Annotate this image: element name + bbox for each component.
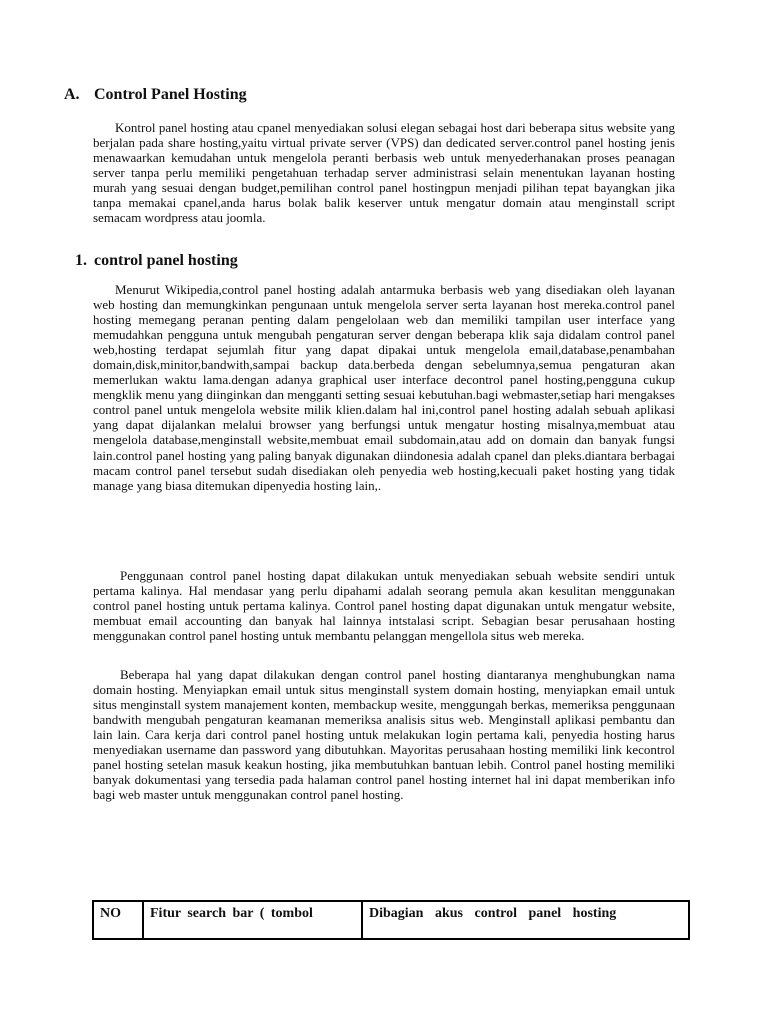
section-heading — [64, 86, 247, 104]
subsection-number: 1. — [75, 252, 87, 269]
table-header-cell-description: Dibagian akus control panel hosting — [362, 901, 689, 939]
table-header-row — [93, 901, 689, 939]
body-paragraph-features: Beberapa hal yang dapat dilakukan dengan control panel hosting diantaranya menghubungkan nama domain hosting. Menyiapkan email untuk situs menginstall system domain hosting, menyiapkan email untuk situs menginstall system manajement konten, membackup wesite, menggungah berkas, memeriksa penggunaan bandwith mengubah pengaturan keamanan memeriksa analisis situs web. Menginstall aplikasi pembantu dan lain lain. Cara kerja dari control panel hosting untuk melakukan login pertama kali, penyedia hosting harus menyediakan username dan password yang dibutuhkan. Mayoritas perusahaan hosting memiliki link kecontrol panel hosting setelan masuk keakun hosting, jika membutuhkan bantuan lebih. Control panel hosting memiliki banyak dokumentasi yang tersedia pada halaman control panel hosting internet hal ini dapat memberikan info bagi web master untuk menggunakan control panel hosting. — [93, 667, 675, 803]
feature-table — [92, 900, 690, 940]
body-paragraph-usage: Penggunaan control panel hosting dapat dilakukan untuk menyediakan sebuah website sendiri untuk pertama kalinya. Hal mendasar yang perlu dipahami adalah seorang pemula akan kesulitan menggunakan control panel hosting untuk pertama kalinya. Control panel hosting dapat digunakan untuk mengatur website, membuat email accounting dan banyak hal lainnya intstalasi script. Sebagian besar perusahaan hosting menggunakan control panel hosting untuk membantu pelanggan mengellola situs web mereka. — [93, 568, 675, 644]
subsection-heading — [75, 252, 238, 270]
body-paragraph-wikipedia: Menurut Wikipedia,control panel hosting adalah antarmuka berbasis web yang disediakan oleh layanan web hosting dan memungkinkan pengunaan untuk mengelola server serta layanan host mereka.control panel hosting memegang peranan penting dalam pengelolaan web dan memiliki tampilan user interface yang memudahkan pengguna untuk mengubah pengaturan server dengan beberapa klik saja didalam control panel web,hosting terdapat sejumlah fitur yang dapat dipakai untuk mengelola email,database,penambahan domain,disk,minitor,bandwith,sampai backup data.berbeda dengan sebelumnya,semua pengaturan akan memerlukan waktu lama.dengan adanya graphical user interface decontrol panel hosting,pengguna cukup mengklik menu yang diinginkan dan mengganti setting sesuai kebutuhan.bagi webmaster,setiap hari mengakses control panel untuk mengelola website milik klien.dalam hal ini,control panel hosting adalah sebuah aplikasi yang dapat dijalankan melalui browser yang berfungsi untuk mengatur hosting misalnya,membuat atau mengelola database,menginstall website,membuat email subdomain,atau add on domain dan banyak fungsi lain.control panel hosting yang paling banyak digunakan diindonesia adalah cpanel dan pleks.diantara berbagai macam control panel tersebut sudah disediakan oleh penyedia web hosting,kecuali paket hosting yang tidak manage yang biasa ditemukan dipenyedia hosting lain,. — [93, 282, 675, 493]
table-header-cell-feature: Fitur search bar ( tombol — [143, 901, 362, 939]
table-header-cell-no: NO — [93, 901, 143, 939]
subsection-title: control panel hosting — [94, 252, 238, 269]
section-intro-paragraph: Kontrol panel hosting atau cpanel menyediakan solusi elegan sebagai host dari beberapa situs website yang berjalan pada share hosting,yaitu virtual private server (VPS) dan dedicated server.control panel hosting jenis menawaarkan kemudahan untuk mengelola peranti berbasis web untuk menyederhanakan proses peanagan server tanpa perlu memiliki pengetahuan terhadap server administrasi selain menentukan layanan hosting murah yang sesuai dengan budget,pemilihan control panel hostingpun menjadi pilihan tepat bayangkan jika tanpa memakai cpanel,anda harus bolak balik keserver untuk mengatur domain atau menginstall script semacam wordpress atau joomla. — [93, 120, 675, 226]
section-number: A. — [64, 86, 80, 103]
section-title: Control Panel Hosting — [94, 86, 247, 103]
